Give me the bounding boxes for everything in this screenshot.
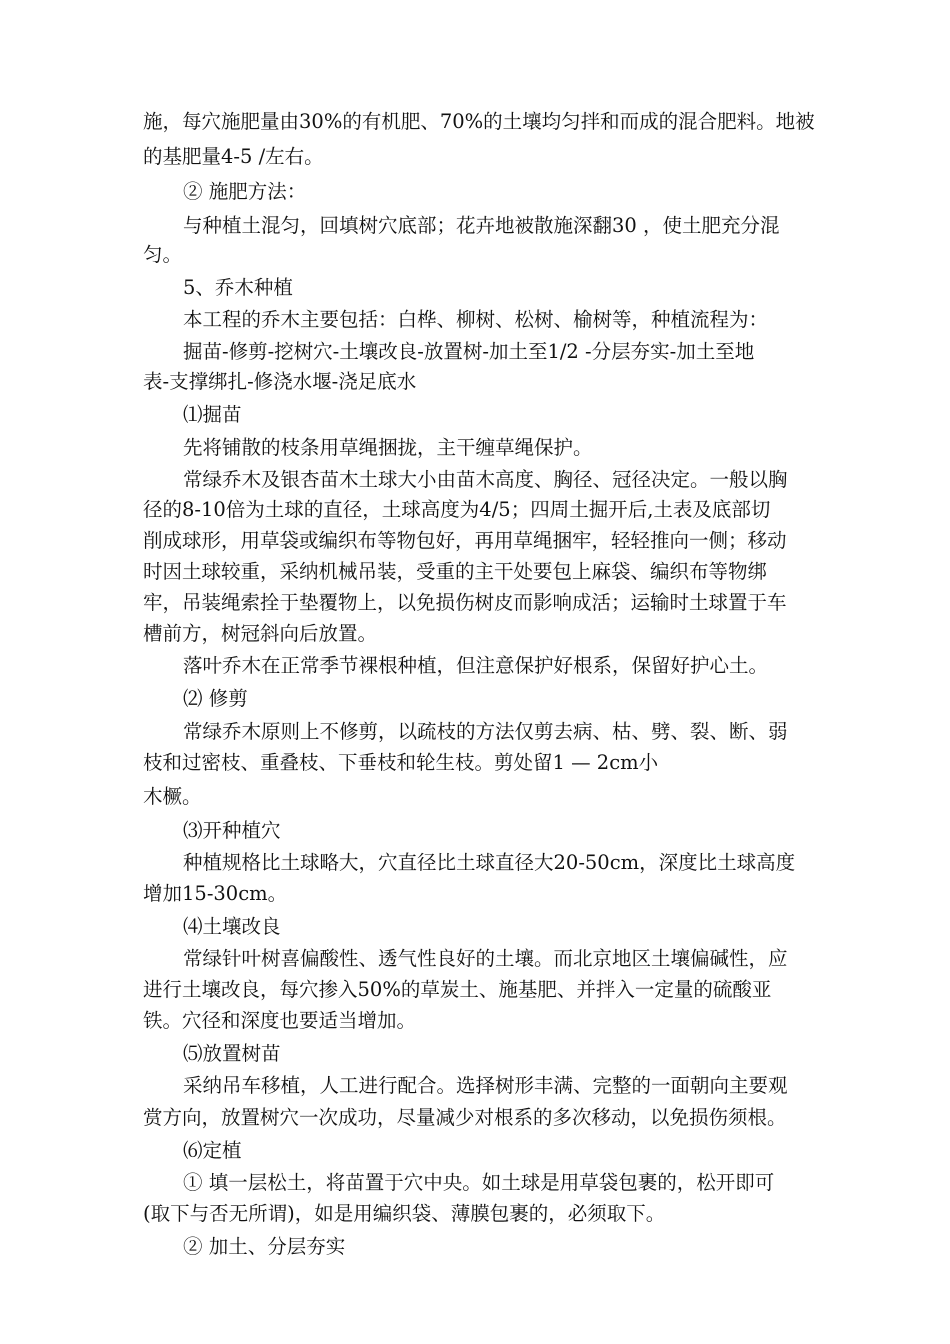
paragraph-line: 与种植土混匀，回填树穴底部；花卉地被散施深翻30 ，使土肥充分混	[183, 214, 780, 237]
paragraph-line: 常绿乔木及银杏苗木土球大小由苗木高度、胸径、冠径决定。一般以胸	[183, 468, 788, 491]
paragraph-line: 落叶乔木在正常季节裸根种植，但注意保护好根系，保留好护心土。	[183, 654, 769, 677]
paragraph-line: 本工程的乔木主要包括：白桦、柳树、松树、榆树等，种植流程为：	[183, 308, 769, 331]
paragraph-line: 采纳吊车移植，人工进行配合。选择树形丰满、完整的一面朝向主要观	[183, 1074, 788, 1097]
text-line: 时因土球较重，采纳机械吊装，受重的主干处要包上麻袋、编织布等物绑	[143, 560, 768, 583]
paragraph-line: 种植规格比土球略大，穴直径比土球直径大20-50cm，深度比土球高度	[183, 851, 796, 874]
text-line: 增加15-30cm。	[143, 882, 288, 905]
text-line: 木橛。	[143, 785, 202, 808]
text-line: 铁。穴径和深度也要适当增加。	[143, 1009, 417, 1032]
text-line: 径的8-10倍为土球的直径，土球高度为4/5；四周土掘开后,土表及底部切	[143, 498, 771, 521]
text-line: 施，每穴施肥量由30%的有机肥、70%的土壤均匀拌和而成的混合肥料。地被	[143, 110, 815, 133]
text-line: 槽前方，树冠斜向后放置。	[143, 622, 378, 645]
subsection-heading: ⑵ 修剪	[183, 687, 248, 710]
text-line: 进行土壤改良，每穴掺入50%的草炭土、施基肥、并拌入一定量的硫酸亚	[143, 978, 772, 1001]
paragraph-line: 常绿乔木原则上不修剪，以疏枝的方法仅剪去病、枯、劈、裂、断、弱	[183, 720, 788, 743]
text-line: 匀。	[143, 243, 183, 266]
paragraph-line: 常绿针叶树喜偏酸性、透气性良好的土壤。而北京地区土壤偏碱性，应	[183, 947, 788, 970]
text-line: 削成球形，用草袋或编织布等物包好，再用草绳捆牢，轻轻推向一侧；移动	[143, 529, 787, 552]
subsection-heading: ⑶开种植穴	[183, 819, 281, 842]
paragraph-line: 掘苗-修剪-挖树穴-土壤改良-放置树-加土至1/2 -分层夯实-加土至地	[183, 340, 755, 363]
section-heading: 5、乔木种植	[183, 276, 293, 299]
text-line: 赏方向，放置树穴一次成功，尽量减少对根系的多次移动，以免损伤须根。	[143, 1106, 787, 1129]
text-line: (取下与否无所谓)，如是用编织袋、薄膜包裹的，必须取下。	[143, 1202, 666, 1225]
subsection-heading: ⑹定植	[183, 1139, 242, 1162]
text-line: 的基肥量4-5 /左右。	[143, 145, 324, 168]
list-heading: ② 施肥方法：	[183, 180, 307, 203]
subsection-heading: ⑴掘苗	[183, 403, 242, 426]
list-heading: ② 加土、分层夯实	[183, 1235, 346, 1258]
subsection-heading: ⑸放置树苗	[183, 1042, 281, 1065]
text-line: 表-支撑绑扎-修浇水堰-浇足底水	[143, 370, 417, 393]
text-line: 枝和过密枝、重叠枝、下垂枝和轮生枝。剪处留1 — 2cm小	[143, 751, 659, 774]
paragraph-line: ① 填一层松土，将苗置于穴中央。如土球是用草袋包裹的，松开即可	[183, 1171, 775, 1194]
text-line: 牢，吊装绳索拴于垫覆物上，以免损伤树皮而影响成活；运输时土球置于车	[143, 591, 787, 614]
paragraph-line: 先将铺散的枝条用草绳捆拢，主干缠草绳保护。	[183, 436, 593, 459]
subsection-heading: ⑷土壤改良	[183, 915, 281, 938]
